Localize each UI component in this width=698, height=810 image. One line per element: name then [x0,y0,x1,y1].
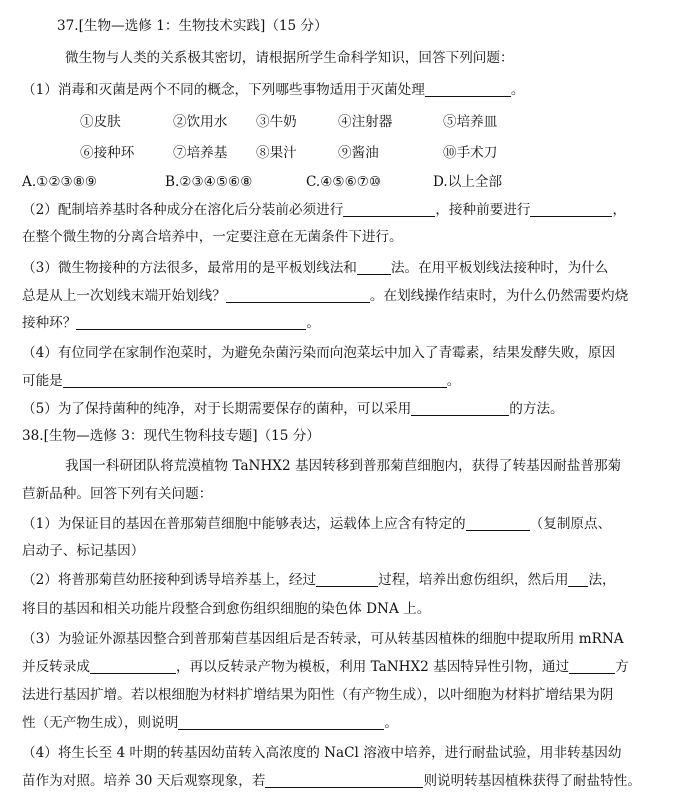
q38-intro-line2: 苣新品种。回答下列有关问题： [22,486,213,502]
q37-choice-b[interactable]: B.②③④⑤⑥⑧ [165,174,253,190]
q37-part2-line2: 在整个微生物的分离合培养中，一定要注意在无菌条件下进行。 [22,229,403,245]
q38-part1-line1: （1）为保证目的基因在普那菊苣细胞中能够表达，运载体上应含有特定的 （复制原点、 [22,516,612,532]
answer-blank[interactable] [76,315,306,330]
q38-part4-line1: （4）将生长至 4 叶期的转基因幼苗转入高浓度的 NaCl 溶液中培养，进行耐盐试验，用非转基因幼 [22,745,622,761]
q37-choice-c[interactable]: C.④⑤⑥⑦⑩ [306,174,382,190]
q37-part4-line2: 可能是 。 [22,373,461,389]
q37-item: ①皮肤 [80,114,121,130]
answer-blank[interactable] [226,288,370,303]
answer-blank[interactable] [178,715,384,730]
q37-part1: （1）消毒和灭菌是两个不同的概念，下列哪些事物适用于灭菌处理 。 [22,82,525,98]
answer-blank[interactable] [90,659,176,674]
q38-part2-line2: 将目的基因和相关功能片段整合到愈伤组织细胞的染色体 DNA 上。 [22,601,431,617]
q37-item: ⑧果汁 [256,145,297,161]
q38-title: 38.[生物—选修 3：现代生物科技专题]（15 分） [22,428,320,444]
q37-item: ⑦培养基 [173,145,228,161]
q37-item: ③牛奶 [256,114,297,130]
answer-blank[interactable] [357,260,391,275]
answer-blank[interactable] [265,773,423,788]
q38-part3-line3: 法进行基因扩增。若以根细胞为材料扩增结果为阳性（有产物生成），以叶细胞为材料扩增结果为阴 [22,687,614,703]
answer-blank[interactable] [530,202,612,217]
q37-item: ⑥接种环 [80,145,135,161]
q38-part3-line1: （3）为验证外源基因整合到普那菊苣基因组后是否转录，可从转基因植株的细胞中提取所用 mRNA [22,631,624,647]
answer-blank[interactable] [63,373,447,388]
q37-title: 37.[生物—选修 1：生物技术实践]（15 分） [57,18,328,34]
q37-part5: （5）为了保持菌种的纯净，对于长期需要保存的菌种，可以采用 的方法。 [22,401,564,417]
q37-item: ④注射器 [338,114,393,130]
answer-blank[interactable] [316,572,378,587]
q38-part4-line2: 苗作为对照。培养 30 天后观察现象，若 则说明转基因植株获得了耐盐特性。 [22,773,641,789]
answer-blank[interactable] [568,572,588,587]
q37-part4-line1: （4）有位同学在家制作泡菜时，为避免杂菌污染而向泡菜坛中加入了青霉素，结果发酵失败，原因 [22,345,616,361]
q38-intro-line1: 我国一科研团队将荒漠植物 TaNHX2 基因转移到普那菊苣细胞内，获得了转基因耐盐普那菊 [65,458,622,474]
answer-blank[interactable] [466,516,530,531]
q37-choice-a[interactable]: A.①②③⑧⑨ [22,174,98,190]
answer-blank[interactable] [343,202,435,217]
q37-part3-line1: （3）微生物接种的方法很多，最常用的是平板划线法和 法。在用平板划线法接种时，为什么 [22,260,609,276]
q38-part3-line4: 性（无产物生成），则说明 。 [22,715,398,731]
q37-item: ⑩手术刀 [443,145,498,161]
q37-part3-line3: 接种环？ 。 [22,315,320,331]
q37-item: ⑤培养皿 [443,114,498,130]
answer-blank[interactable] [569,659,615,674]
answer-blank[interactable] [425,82,511,97]
q38-part2-line1: （2）将普那菊苣幼胚接种到诱导培养基上，经过 过程，培养出愈伤组织，然后用 法， [22,572,616,588]
q37-choice-d[interactable]: D.以上全部 [433,174,503,190]
q37-item: ⑨酱油 [338,145,379,161]
q37-part2-line1: （2）配制培养基时各种成分在溶化后分装前必须进行 ，接种前要进行 ， [22,202,627,218]
q38-part3-line2: 并反转录成 ，再以反转录产物为模板，利用 TaNHX2 基因特异性引物，通过 方 [22,659,629,675]
q37-part3-line2: 总是从上一次划线末端开始划线？ 。在划线操作结束时，为什么仍然需要灼烧 [22,288,629,304]
q37-intro: 微生物与人类的关系极其密切，请根据所学生命科学知识，回答下列问题： [65,50,514,66]
q38-part1-line2: 启动子、标记基因） [22,543,145,559]
answer-blank[interactable] [411,401,509,416]
q37-item: ②饮用水 [173,114,228,130]
